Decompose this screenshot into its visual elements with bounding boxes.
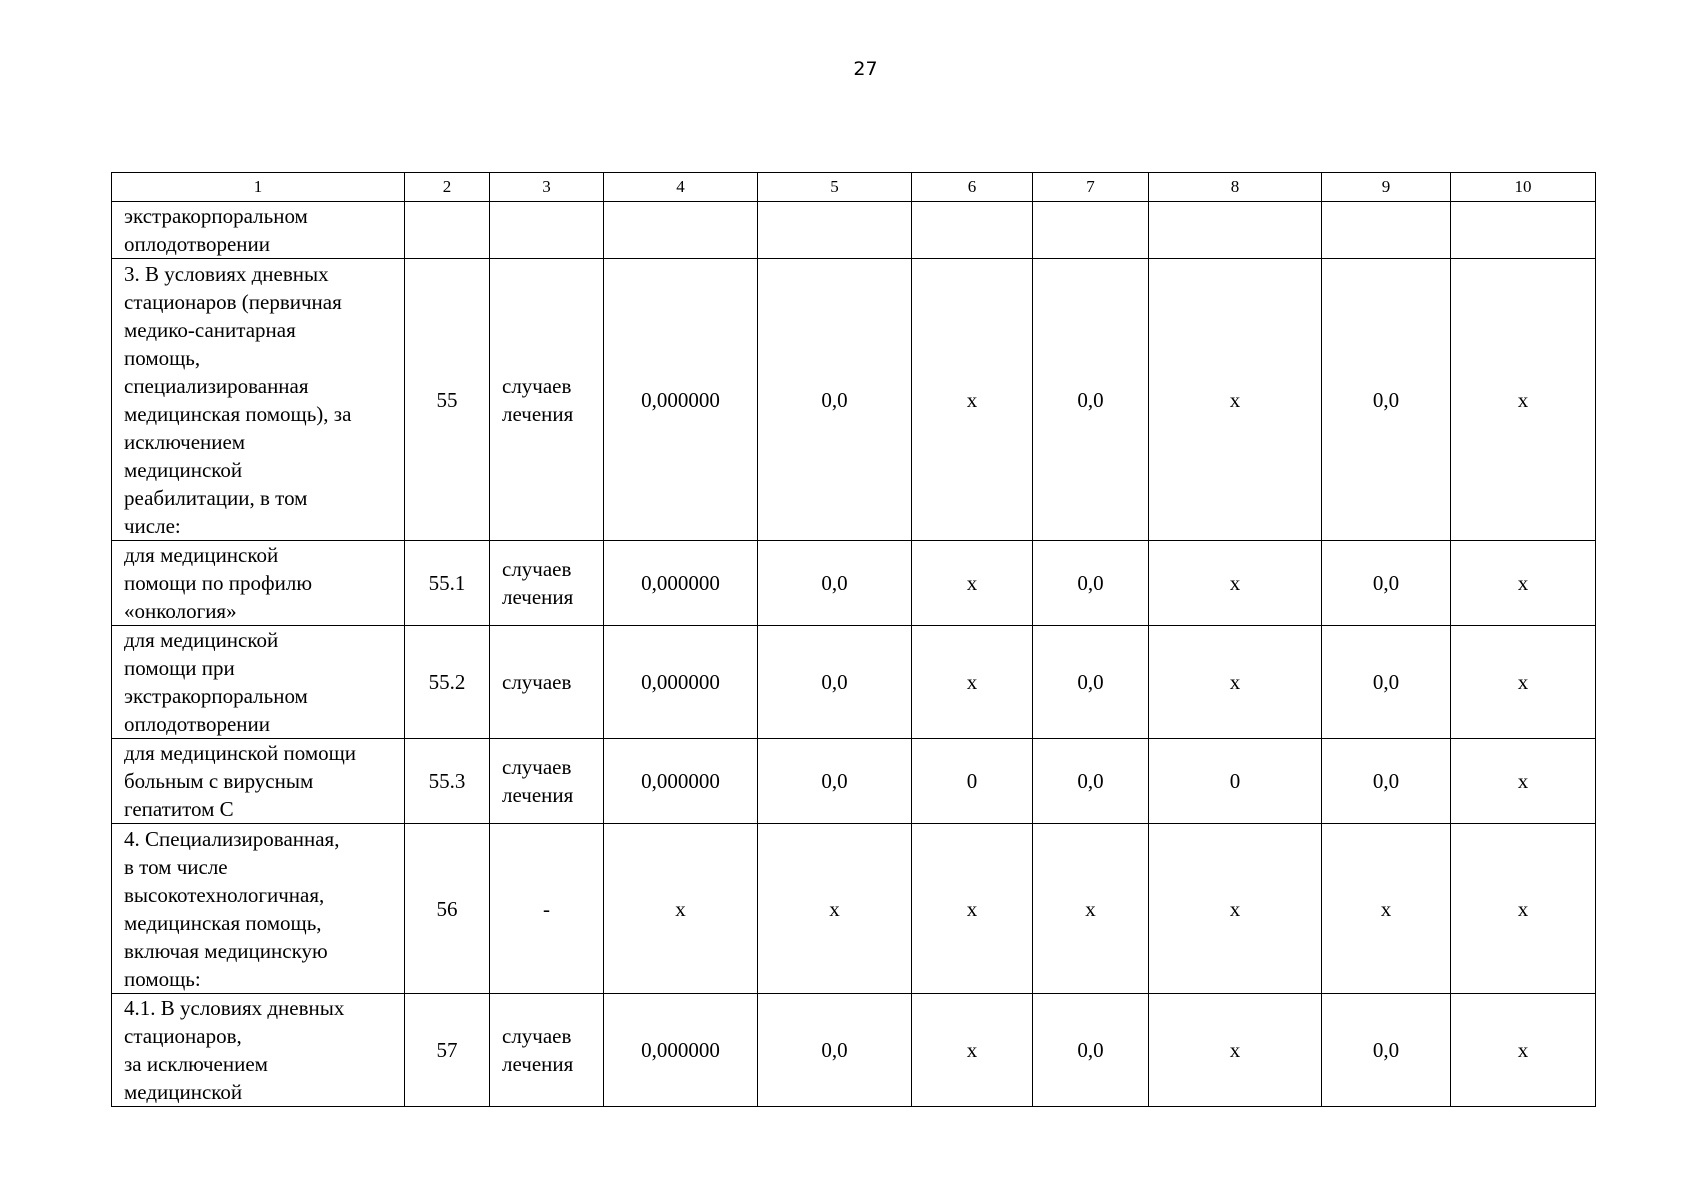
table-cell: х	[912, 541, 1033, 626]
column-header: 9	[1322, 173, 1451, 202]
column-header: 5	[758, 173, 912, 202]
column-header: 6	[912, 173, 1033, 202]
table-cell	[912, 202, 1033, 259]
column-header: 3	[490, 173, 604, 202]
table-cell: 55	[405, 259, 490, 541]
table-cell: 0,000000	[604, 739, 758, 824]
table-cell	[1322, 202, 1451, 259]
table-cell	[604, 202, 758, 259]
table-cell: х	[1322, 824, 1451, 994]
table-cell: 0,0	[1322, 541, 1451, 626]
table-cell: 0,0	[1033, 626, 1149, 739]
table-row	[112, 994, 1596, 1107]
column-header: 8	[1149, 173, 1322, 202]
table-cell: 0,0	[1033, 541, 1149, 626]
table-cell: х	[912, 994, 1033, 1107]
table-cell: 0,0	[1033, 739, 1149, 824]
table-row	[112, 824, 1596, 994]
table-cell: х	[1451, 626, 1596, 739]
table-cell: 0,0	[1033, 994, 1149, 1107]
table-cell	[1149, 202, 1322, 259]
table-cell: х	[1149, 824, 1322, 994]
column-header: 4	[604, 173, 758, 202]
table-cell: х	[912, 824, 1033, 994]
table-cell: 55.1	[405, 541, 490, 626]
table-cell: 0,0	[758, 739, 912, 824]
row-label-cell: 4. Специализированная, в том числе высокотехнологичная, медицинская помощь, включая медицинскую помощь:	[112, 824, 405, 994]
table-cell: 57	[405, 994, 490, 1107]
table-cell: х	[758, 824, 912, 994]
table-row	[112, 626, 1596, 739]
table-row	[112, 259, 1596, 541]
table-cell: случаев лечения	[490, 739, 604, 824]
table-cell: 0,0	[758, 994, 912, 1107]
row-label-cell: экстракорпоральном оплодотворении	[112, 202, 405, 259]
table-cell: случаев лечения	[490, 541, 604, 626]
table-cell: 0,0	[1322, 994, 1451, 1107]
table-cell: х	[912, 259, 1033, 541]
column-header: 10	[1451, 173, 1596, 202]
table-cell: 0	[1149, 739, 1322, 824]
table-cell: х	[1451, 739, 1596, 824]
table-cell: х	[1149, 626, 1322, 739]
table-cell: 0,0	[758, 259, 912, 541]
table-cell: х	[1451, 541, 1596, 626]
table-cell: х	[604, 824, 758, 994]
table-cell: 0,0	[1322, 739, 1451, 824]
table-cell: х	[1149, 541, 1322, 626]
table-cell: х	[912, 626, 1033, 739]
table-row	[112, 541, 1596, 626]
table-row	[112, 739, 1596, 824]
table-cell: 0,000000	[604, 259, 758, 541]
table-cell: случаев лечения	[490, 994, 604, 1107]
table-cell: 55.2	[405, 626, 490, 739]
table-cell: 0,000000	[604, 626, 758, 739]
header-row	[112, 173, 1596, 202]
table-cell: х	[1033, 824, 1149, 994]
table-cell	[490, 202, 604, 259]
row-label-cell: для медицинской помощи больным с вирусным гепатитом С	[112, 739, 405, 824]
column-header: 2	[405, 173, 490, 202]
table-cell: -	[490, 824, 604, 994]
table-cell: 0	[912, 739, 1033, 824]
table-cell: х	[1149, 994, 1322, 1107]
table-cell: х	[1451, 824, 1596, 994]
column-header: 7	[1033, 173, 1149, 202]
data-table	[111, 172, 1596, 1107]
table-cell: х	[1451, 994, 1596, 1107]
table-cell	[758, 202, 912, 259]
table-cell: 0,000000	[604, 994, 758, 1107]
table-cell: случаев	[490, 626, 604, 739]
table-cell: х	[1149, 259, 1322, 541]
table-cell: 0,0	[758, 626, 912, 739]
page-number: 27	[853, 58, 878, 80]
row-label-cell: для медицинской помощи при экстракорпоральном оплодотворении	[112, 626, 405, 739]
table-cell: случаев лечения	[490, 259, 604, 541]
table-cell: 0,000000	[604, 541, 758, 626]
table-cell: 55.3	[405, 739, 490, 824]
table-cell: 56	[405, 824, 490, 994]
row-label-cell: 4.1. В условиях дневных стационаров, за исключением медицинской	[112, 994, 405, 1107]
row-label-cell: для медицинской помощи по профилю «онкология»	[112, 541, 405, 626]
table-cell: 0,0	[1322, 259, 1451, 541]
table-cell	[1451, 202, 1596, 259]
table-cell	[405, 202, 490, 259]
table-cell: 0,0	[1322, 626, 1451, 739]
column-header: 1	[112, 173, 405, 202]
table-row	[112, 202, 1596, 259]
row-label-cell: 3. В условиях дневных стационаров (первичная медико-санитарная помощь, специализированная медицинская помощь), за исключением медицинской реабилитации, в том числе:	[112, 259, 405, 541]
table-cell: 0,0	[758, 541, 912, 626]
table-cell: х	[1451, 259, 1596, 541]
table-cell: 0,0	[1033, 259, 1149, 541]
table-cell	[1033, 202, 1149, 259]
